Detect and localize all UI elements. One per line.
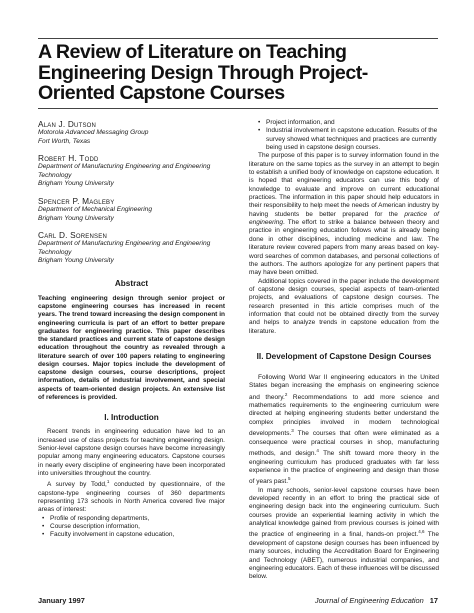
journal-name: Journal of Engineering Education	[314, 596, 424, 605]
author-block	[38, 153, 225, 189]
paper-title: A Review of Literature on Teaching Engineering Design Through Project-Oriented Capstone Courses	[38, 41, 368, 104]
author-affiliation: Technology	[38, 171, 72, 179]
author-affiliation: Technology	[38, 248, 72, 256]
page-footer	[38, 596, 438, 607]
survey-topic-list-continued	[249, 119, 439, 152]
intro-p2-prefix: A survey by Todd,	[47, 481, 107, 489]
citation-ref: 2	[284, 391, 288, 397]
section2-text: The development of capstone design courses has been influenced by many sources, including the Accreditation Board for Engineering and Technology (ABET), numerous industrial companies, and engineering educators. Each of these influences will be discussed below.	[249, 531, 440, 581]
author-affiliation: Motorola Advanced Messaging Group	[38, 129, 149, 136]
survey-topic-list	[38, 515, 225, 540]
section2-text: The shift toward more theory in the engineering curriculum has produced graduates with far less experience in the practice of engineering and design than those of years past.	[249, 450, 439, 486]
list-item: • Faculty involvement in capstone education,	[50, 531, 225, 539]
top-rule	[38, 38, 438, 39]
author-name: Spencer P. Magleby	[38, 195, 115, 206]
intro-p3-emphasis: practice of engineering	[249, 210, 439, 227]
author-name: Alan J. Dutson	[38, 119, 97, 129]
intro-paragraph: Additional topics covered in the paper include the development of capstone design courses, special aspects of team-oriented projects, and evaluations of capstone design courses. The research presented in this article comprises much of the information that could not be obtained directly from the survey and helps to analyze trends in capstone education from the literature.	[249, 277, 439, 335]
section2-heading: II. Development of Capstone Design Courses	[256, 351, 432, 361]
intro-p3-text: The purpose of this paper is to survey information found in the literature on the same topics as the survey in an attempt to begin to establish a unified body of knowledge on capstone education. It is hoped that engineering educators can use this body of knowledge to evaluate and improve on current educational practices. The information in this paper should help educators in their responsibility to help meet the needs of American industry by having students be better prepared for the	[249, 152, 439, 218]
section2-paragraph	[249, 487, 439, 582]
abstract-heading: Abstract	[114, 278, 149, 288]
section2-text: The courses that often were eliminated as a consequence were practical courses in shop, manufacturing methods, and design.	[249, 430, 439, 458]
author-affiliation: Department of Manufacturing Engineering and Engineering	[38, 163, 211, 171]
section2-text: Following World War II engineering educators in the United States began increasing the emphasis on engineering science and theory.	[249, 373, 439, 401]
citation-ref: 4	[316, 448, 319, 453]
list-item: • Course description information,	[50, 523, 225, 531]
section2-text: Recommendations to add more science and mathematics requirements to the engineering curriculum were directed at helping engineering students better understand the complex principles involved in modern technological developments.	[249, 393, 439, 438]
author-block	[38, 119, 225, 146]
abstract-text: Teaching engineering design through senior project or capstone engineering courses has increased in recent years. The trend toward increasing the design component in engineering curricula is part of an effort to better prepare graduates for engineering practice. This paper describes the standard practices and current state of capstone design education throughout the country as revealed through a literature search of over 100 papers relating to engineering design courses. Major topics include the development of capstone design courses, course descriptions, project information, details of industrial involvement, and special aspects of team-oriented design projects. An extensive list of references is provided.	[38, 294, 225, 401]
list-item: • Profile of responding departments,	[50, 515, 225, 523]
left-column	[38, 119, 225, 540]
author-affiliation: Brigham Young University	[38, 180, 114, 188]
intro-paragraph	[249, 152, 439, 277]
issue-date: January 1997	[38, 596, 85, 605]
intro-paragraph	[38, 478, 225, 515]
journal-footer	[315, 596, 438, 605]
citation-ref: 5	[288, 476, 291, 482]
introduction-heading: I. Introduction	[104, 413, 159, 423]
citation-ref: 1	[106, 479, 110, 485]
intro-p2-suffix: conducted by questionnaire, of the capstone-type engineering courses of 360 departments representing 173 schools in North America covered five major areas of interest:	[38, 481, 225, 514]
author-affiliation: Brigham Young University	[38, 214, 114, 222]
intro-p3-text: . The effort to strike a balance between theory and practice in engineering education follows what is already being done in other disciplines, including medicine and law. The literature review covered papers from many areas based on key-word searches of common databases, and personal collections of the authors. The authors apologize for any pertinent papers that may have been omitted.	[249, 219, 439, 277]
author-affiliation: Department of Mechanical Engineering	[38, 205, 152, 213]
author-name: Robert H. Todd	[38, 153, 99, 164]
author-block	[38, 230, 225, 266]
right-column	[249, 119, 439, 582]
section2-paragraph	[249, 374, 439, 487]
list-item: • Industrial involvement in capstone education. Results of the survey showed what techniques and practices are currently being used in capstone design courses.	[266, 127, 439, 152]
citation-ref: 3	[291, 428, 294, 434]
author-affiliation: Fort Worth, Texas	[38, 137, 91, 145]
citation-ref: 4,6	[418, 529, 425, 535]
page-number: 17	[429, 596, 438, 605]
title-rule	[38, 108, 438, 109]
section2-text: In many schools, senior-level capstone courses have been developed recently in an effort to bring the practical side of engineering design back into the engineering curriculum. Such courses provide an experiential learning activity in which the analytical knowledge gained from previous courses is joined with the practice of engineering in a final, hands-on project.	[249, 486, 439, 539]
intro-paragraph: Recent trends in engineering education have led to an increased use of class projects for teaching engineering design. Senior-level capstone design courses have become increasingly popular among many engineering educators. Capstone courses in nearly every discipline of engineering have been incorporated into universities throughout the country.	[38, 428, 225, 477]
author-affiliation: Department of Manufacturing Engineering and Engineering	[38, 240, 211, 248]
author-affiliation: Brigham Young University	[38, 257, 114, 265]
author-block	[38, 196, 225, 223]
list-item: • Project information, and	[266, 119, 439, 127]
author-name: Carl D. Sorensen	[38, 230, 107, 241]
